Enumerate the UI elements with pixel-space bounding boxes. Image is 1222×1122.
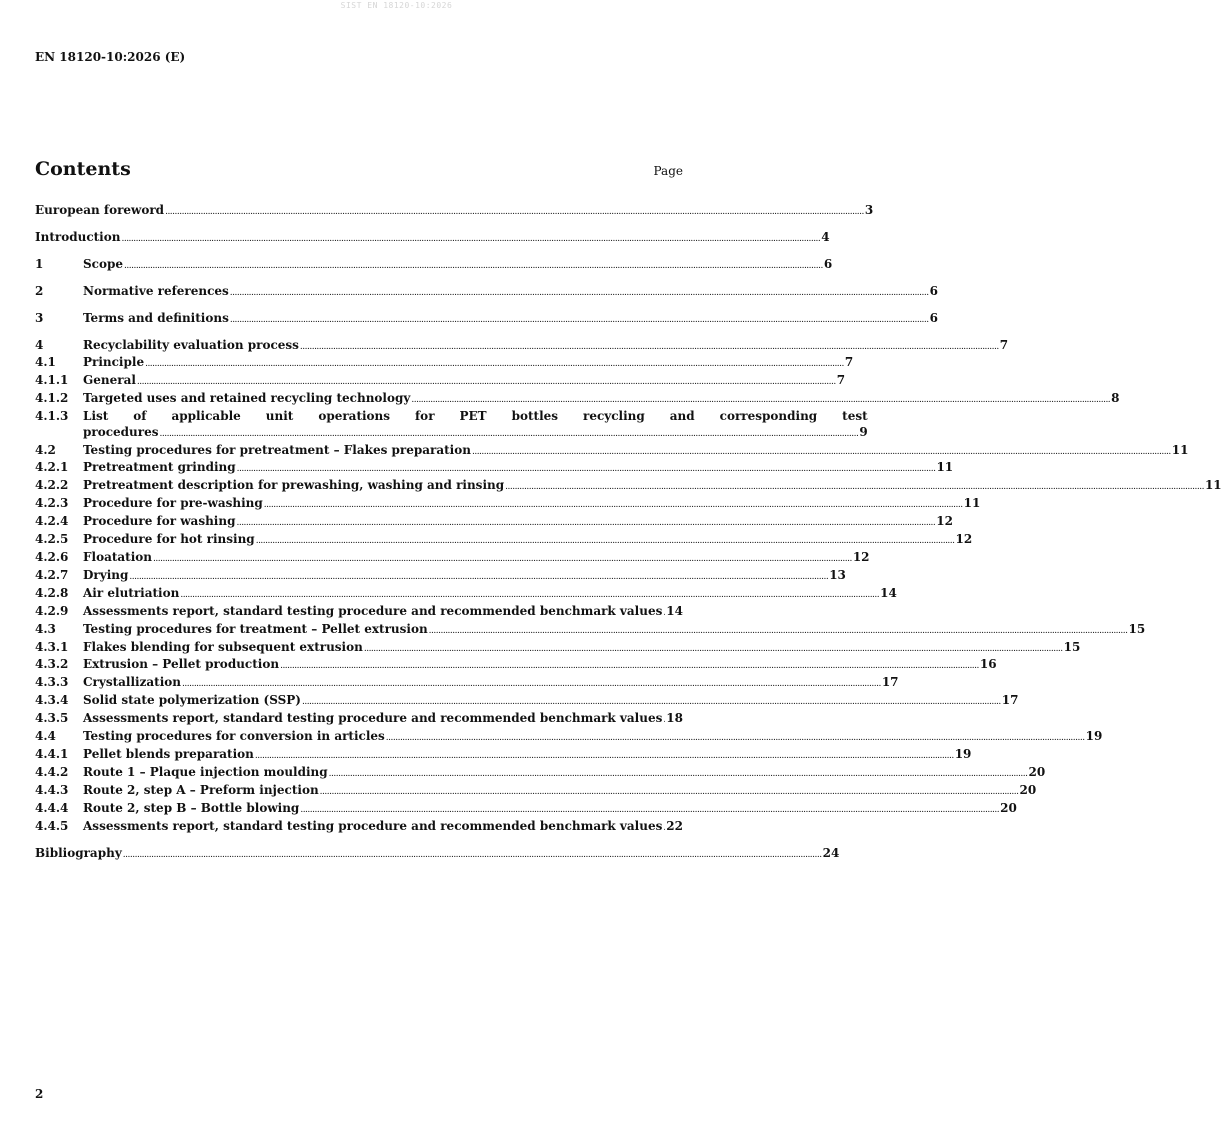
toc-entry-extrusion-pellet-production[interactable] [35,657,997,675]
toc-entry-page: 12 [936,514,953,529]
toc-entry-washing[interactable] [35,514,953,532]
toc-leader-dots [153,552,852,568]
toc-leader-dots [280,659,979,675]
toc-leader-dots [129,570,828,586]
toc-entry-pretreatment-grinding[interactable] [35,460,954,478]
toc-entry-page: 15 [1128,621,1146,636]
toc-entry-number: 4.2.1 [35,460,69,475]
toc-leader-dots [236,516,935,532]
toc-leader-dots [663,821,665,837]
toc-entry-plaque-injection-moulding[interactable] [35,764,1046,783]
toc-entry-page: 15 [1063,639,1081,654]
toc-leader-dots [302,695,1001,711]
toc-entry-number: 1 [35,257,44,271]
toc-entry-title: General [83,372,136,387]
toc-entry-title: Testing procedures for treatment – Pellet extrusion [83,621,428,636]
toc-entry-number: 4.2.9 [35,603,69,618]
toc-entry-normative-references[interactable] [35,283,938,301]
toc-entry-title: Route 1 – Plaque injection moulding [83,764,328,779]
toc-entry-flakes-blending[interactable] [35,639,1081,658]
toc-entry-title: Extrusion – Pellet production [83,657,280,672]
toc-entry-floatation[interactable] [35,549,870,568]
toc-entry-title-continuation: procedures [83,424,159,439]
toc-entry-bottle-blowing[interactable] [35,800,1017,819]
toc-entry-number: 4.4.4 [35,800,69,815]
toc-entry-title: Floatation [83,549,153,564]
toc-entry-title: Testing procedures for pretreatment – Flakes preparation [83,442,471,457]
toc-entry-number: 4.4.2 [35,764,69,779]
toc-entry-pretreatment-description[interactable] [35,478,1222,496]
toc-entry-terms-and-definitions[interactable] [35,310,938,328]
toc-entry-number: 4.1.3 [35,408,69,423]
toc-leader-dots [386,731,1085,747]
toc-leader-dots [256,534,955,550]
toc-entry-title: Principle [83,355,145,369]
toc-entry-solid-state-polymerization[interactable] [35,693,1019,711]
toc-entry-title: List of applicable unit operations for PET bottles recycling and corresponding test [83,408,868,423]
toc-entry-title: European foreword [35,203,165,217]
toc-leader-dots [300,803,999,819]
toc-entry-page: 20 [1000,800,1017,815]
toc-leader-dots [429,624,1128,640]
toc-entry-pretreatment-flakes[interactable] [35,442,1189,461]
toc-entry-crystallization[interactable] [35,675,899,693]
toc-entry-page: 6 [929,284,938,298]
toc-entry-page: 6 [929,311,938,325]
toc-entry-page: 6 [823,257,833,271]
toc-entry-number: 4.3.4 [35,693,69,708]
toc-leader-dots [411,393,1110,409]
toc-entry-treatment-pellet-extrusion[interactable] [35,621,1146,640]
toc-entry-page: 20 [1019,782,1037,797]
toc-leader-dots [230,285,929,301]
toc-entry-drying[interactable] [35,567,846,586]
toc-entry-page: 22 [666,818,683,833]
toc-leader-dots [237,462,936,478]
toc-entry-number: 4.2.5 [35,532,69,547]
toc-entry-number: 4.2.8 [35,585,69,600]
toc-entry-page: 16 [979,657,997,672]
toc-entry-number: 4.2.4 [35,514,69,529]
toc-entry-page: 17 [1001,693,1019,708]
toc-entry-number: 4 [35,338,44,352]
toc-entry-hot-rinsing[interactable] [35,532,973,550]
toc-entry-title: Scope [83,257,124,271]
toc-entry-title: Pellet blends preparation [83,746,254,761]
toc-entry-number: 4.2.3 [35,496,69,511]
toc-entry-assessments-report-treatment[interactable] [35,711,683,729]
toc-entry-page: 9 [859,424,868,439]
toc-entry-number: 4.4.3 [35,782,69,797]
toc-leader-dots [255,749,954,765]
toc-entry-title: Targeted uses and retained recycling technology [83,390,411,405]
toc-entry-page: 8 [1111,390,1120,405]
toc-entry-title: Route 2, step A – Preform injection [83,782,319,797]
toc-entry-number: 4.2.2 [35,478,69,493]
toc-entry-introduction[interactable] [35,229,830,247]
toc-entry-title: Procedure for pre-washing [83,496,263,511]
toc-entry-assessments-report-conversion[interactable] [35,819,683,837]
toc-entry-title: Solid state polymerization (SSP) [83,693,301,708]
toc-entry-page: 3 [864,203,874,217]
toc-entry-number: 4.2.7 [35,567,69,582]
toc-entry-number: 4.2 [35,442,56,457]
toc-leader-dots [230,312,929,328]
toc-entry-page: 14 [666,603,683,618]
toc-leader-dots [663,713,665,729]
toc-entry-number: 4.4.5 [35,818,69,833]
page-number: 2 [35,1087,44,1101]
toc-entry-bibliography[interactable] [35,845,840,863]
toc-entry-title: Testing procedures for conversion in articles [83,729,385,744]
document-id: EN 18120-10:2026 (E) [35,50,186,64]
toc-leader-dots [472,445,1171,461]
toc-entry-assessments-report-pretreatment[interactable] [35,604,683,622]
toc-entry-title: Assessments report, standard testing procedure and recommended benchmark values [83,818,663,833]
toc-entry-title: Recyclability evaluation process [83,338,299,352]
toc-entry-number: 4.4.1 [35,746,69,761]
toc-entry-title: Normative references [83,284,229,298]
toc-entry-page: 13 [829,567,846,582]
toc-entry-number: 4.3 [35,621,56,636]
toc-leader-dots [300,339,999,355]
toc-entry-pellet-blends-preparation[interactable] [35,746,972,765]
toc-leader-dots [180,588,879,604]
toc-entry-page: 4 [821,230,830,244]
toc-leader-dots [320,785,1019,801]
toc-entry-title: Route 2, step B – Bottle blowing [83,800,300,815]
toc-entry-title: Pretreatment description for prewashing, washing and rinsing [83,478,505,493]
toc-entry-number: 4.4 [35,729,56,744]
toc-leader-dots [182,677,881,693]
toc-entry-title: Terms and definitions [83,311,229,325]
toc-leader-dots [137,375,836,391]
toc-entry-page: 20 [1028,764,1046,779]
toc-entry-number: 4.1 [35,355,56,369]
contents-heading: Contents [35,158,131,180]
toc-entry-title: Flakes blending for subsequent extrusion [83,639,363,654]
toc-entry-page: 19 [1085,729,1103,744]
toc-entry-page: 24 [822,846,840,861]
toc-entry-page: 19 [954,746,972,761]
toc-entry-number: 4.1.2 [35,390,69,405]
toc-entry-number: 4.2.6 [35,549,69,564]
toc-leader-dots [264,498,963,514]
toc-entry-page: 11 [1171,442,1189,457]
toc-leader-dots [329,767,1028,783]
toc-entry-page: 11 [963,496,981,511]
toc-entry-title: Air elutriation [83,585,180,600]
toc-entry-title: Assessments report, standard testing procedure and recommended benchmark values [83,711,663,726]
toc-entry-page: 7 [999,338,1009,352]
toc-entry-number: 3 [35,311,44,325]
toc-entry-european-foreword[interactable] [35,202,874,220]
toc-entry-number: 4.1.1 [35,372,69,387]
toc-entry-number: 4.3.5 [35,711,69,726]
toc-entry-preform-injection[interactable] [35,782,1037,801]
toc-entry-page: 18 [666,711,683,726]
toc-entry-title: Pretreatment grinding [83,460,236,475]
toc-entry-air-elutriation[interactable] [35,585,897,604]
toc-entry-targeted-uses[interactable] [35,390,1120,409]
toc-entry-title: Assessments report, standard testing procedure and recommended benchmark values [83,603,663,618]
toc-entry-pre-washing[interactable] [35,496,981,514]
toc-entry-number: 4.3.3 [35,675,69,690]
watermark: SIST EN 18120-10:2026 [340,1,453,10]
toc-entry-recyclability-evaluation-process[interactable] [35,337,1009,355]
toc-entry-scope[interactable] [35,256,833,274]
toc-entry-page: 14 [880,585,897,600]
toc-leader-dots [364,642,1063,658]
toc-entry-title: Drying [83,567,129,582]
toc-entry-number: 4.3.2 [35,657,69,672]
toc-entry-number: 4.3.1 [35,639,69,654]
toc-entry-title: Introduction [35,230,121,244]
toc-leader-dots [160,427,859,443]
toc-leader-dots [663,606,665,622]
toc-entry-page: 12 [955,532,973,547]
toc-leader-dots [121,231,820,247]
toc-leader-dots [145,357,844,373]
toc-entry-principle[interactable] [35,355,854,373]
toc-entry-general[interactable] [35,372,846,391]
toc-entry-title: Procedure for hot rinsing [83,532,255,547]
toc-entry-number: 2 [35,284,44,298]
table-of-contents [35,202,1222,863]
toc-entry-title: Bibliography [35,846,122,861]
toc-leader-dots [165,204,864,220]
toc-entry-page: 7 [836,372,846,387]
toc-entry-page: 11 [1204,478,1222,493]
toc-entry-page: 12 [852,549,870,564]
page-column-label: Page [653,164,683,178]
toc-entry-title: Procedure for washing [83,514,236,529]
toc-entry-page: 17 [881,675,899,690]
toc-leader-dots [124,258,823,274]
toc-entry-page: 11 [936,460,954,475]
toc-entry-page: 7 [844,355,854,369]
toc-entry-conversion-in-articles[interactable] [35,729,1103,747]
toc-entry-title: Crystallization [83,675,182,690]
toc-leader-dots [123,847,822,863]
toc-leader-dots [505,480,1204,496]
toc-entry-unit-operations-list[interactable] [35,408,868,443]
